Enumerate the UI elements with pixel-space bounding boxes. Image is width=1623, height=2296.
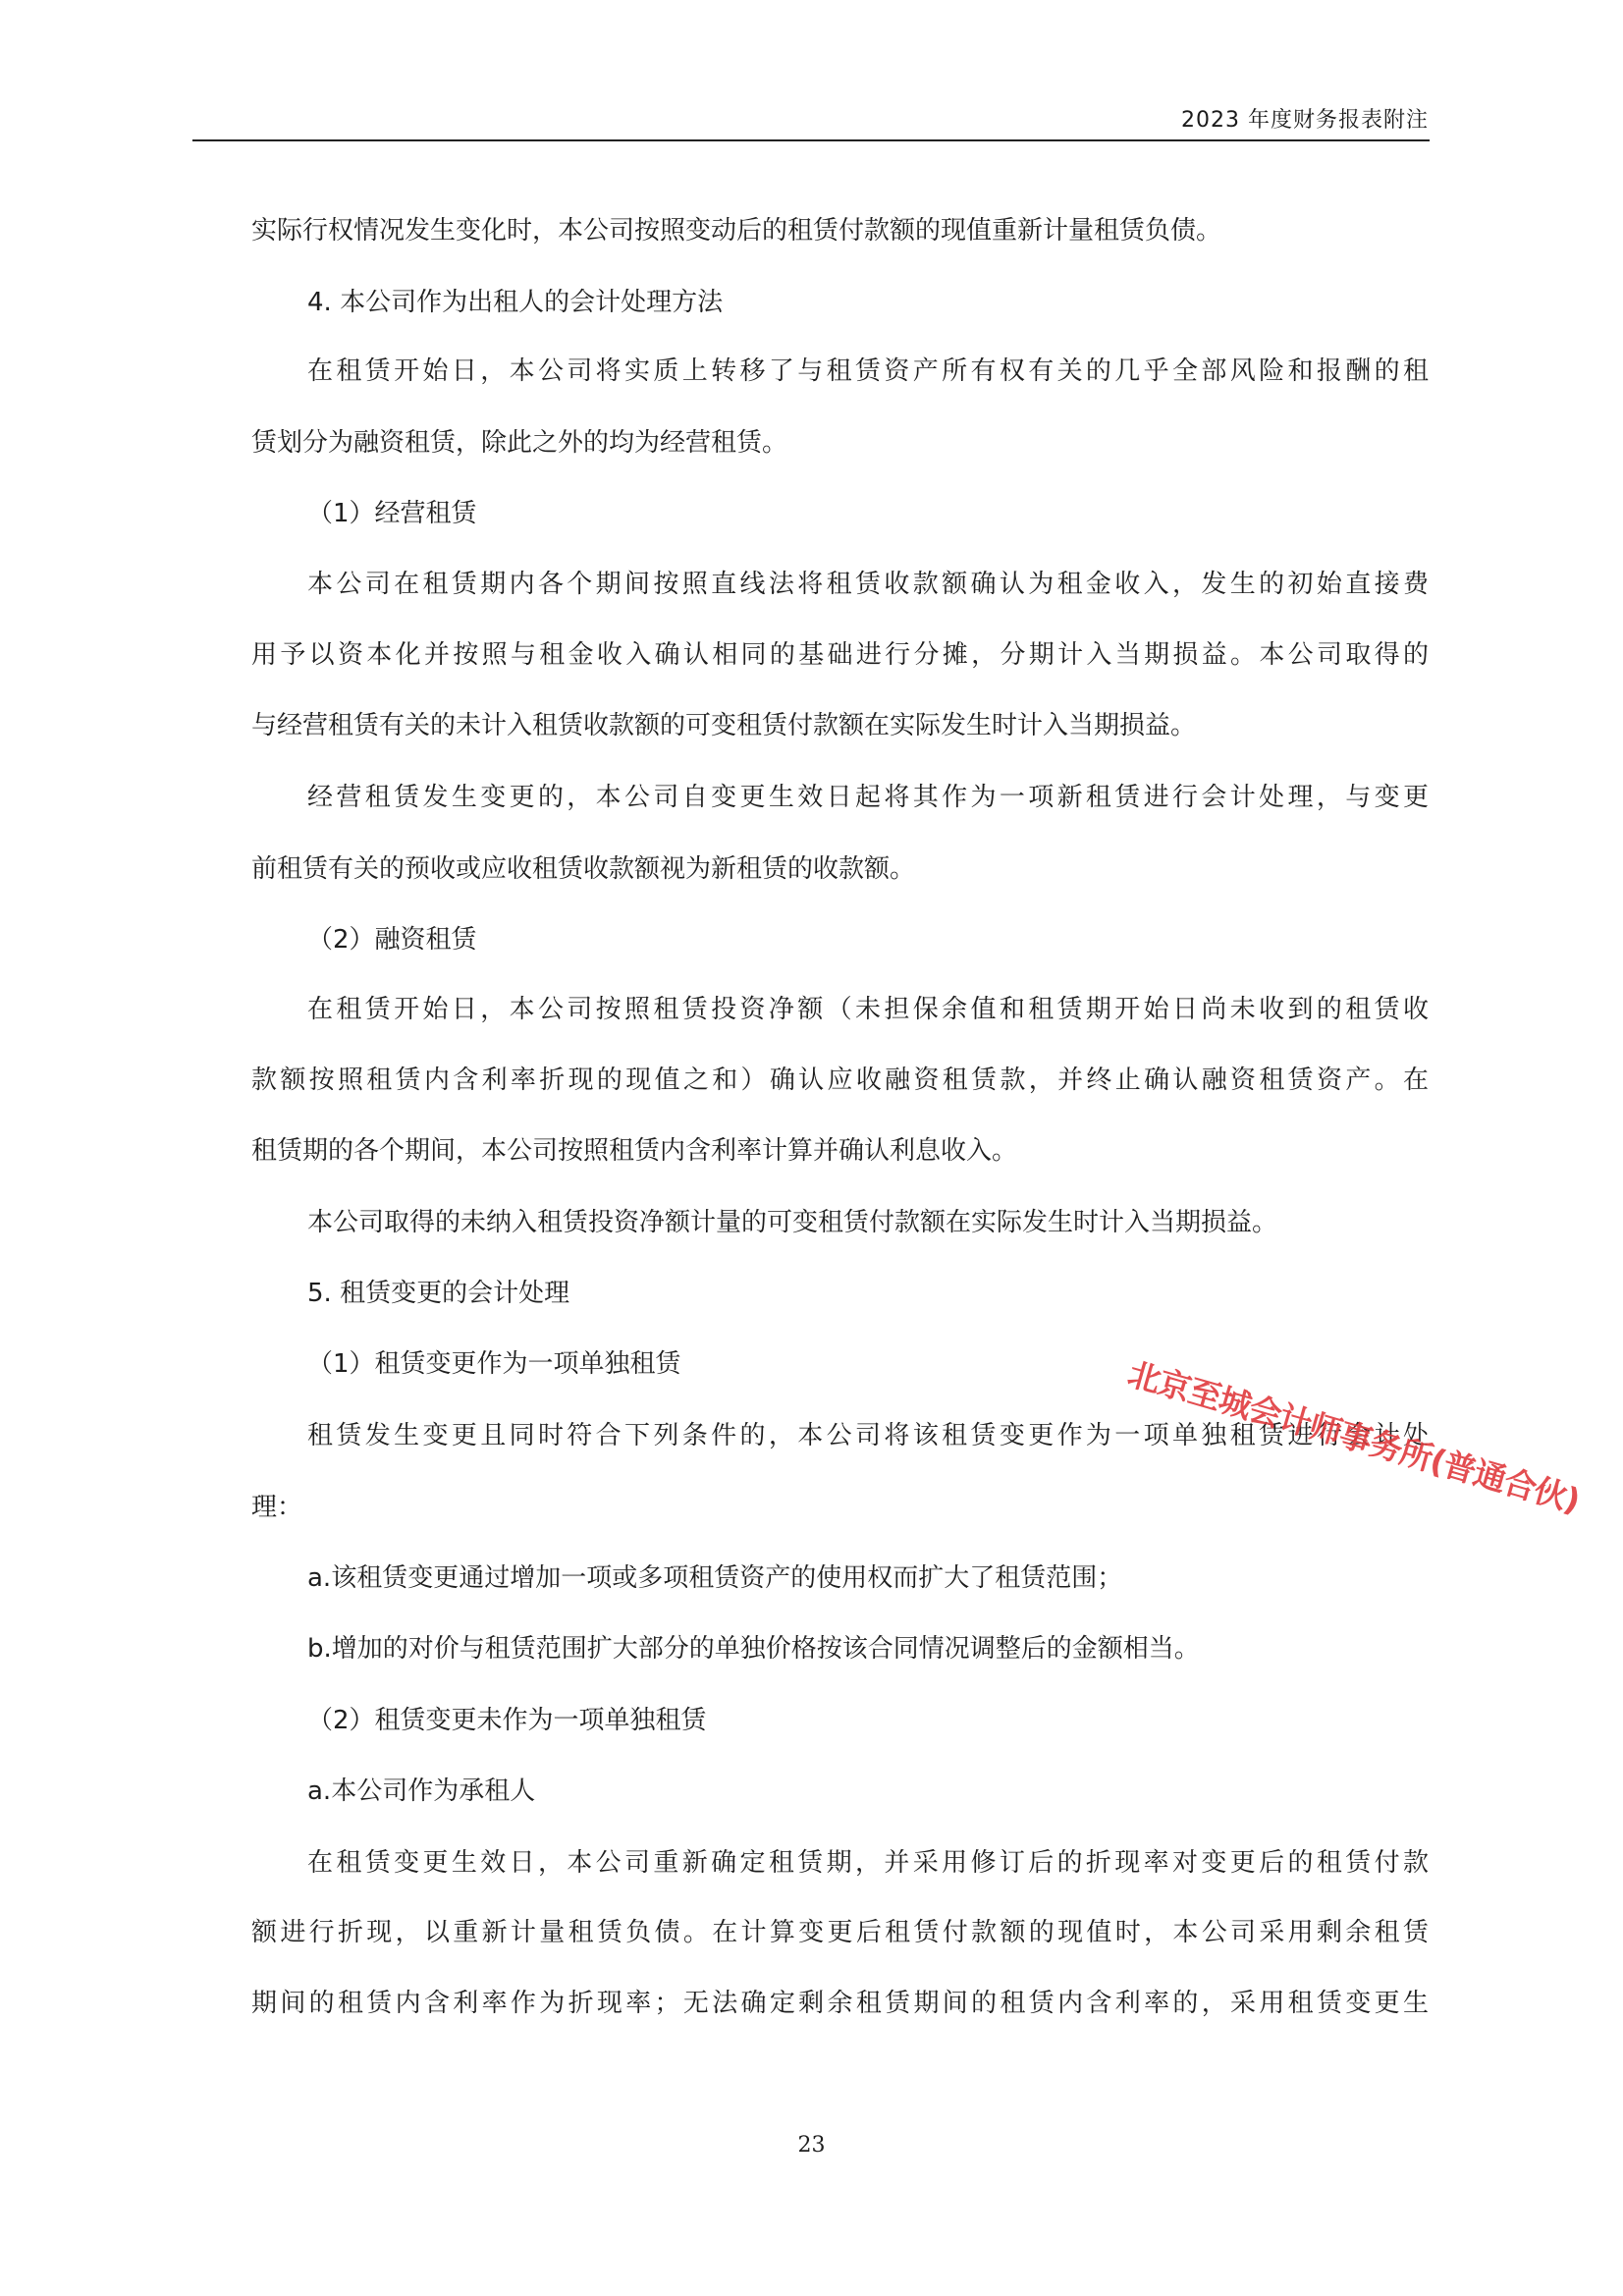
text-line: 款额按照租赁内含利率折现的现值之和）确认应收融资租赁款，并终止确认融资租赁资产。在 — [251, 1066, 1429, 1095]
text-line: 在租赁开始日，本公司将实质上转移了与租赁资产所有权有关的几乎全部风险和报酬的租 — [307, 356, 1429, 386]
text-line: 赁划分为融资租赁，除此之外的均为经营租赁。 — [251, 428, 788, 458]
text-line: 经营租赁发生变更的，本公司自变更生效日起将其作为一项新租赁进行会计处理，与变更 — [307, 783, 1429, 812]
text-line: 用予以资本化并按照与租金收入确认相同的基础进行分摊，分期计入当期损益。本公司取得的 — [251, 640, 1429, 670]
firm-seal-stamp: 北京至城会计师事务所(普通合伙) — [1123, 1354, 1585, 1520]
header-divider — [192, 139, 1430, 141]
text-line: 与经营租赁有关的未计入租赁收款额的可变租赁付款额在实际发生时计入当期损益。 — [251, 711, 1197, 740]
list-item: b.增加的对价与租赁范围扩大部分的单独价格按该合同情况调整后的金额相当。 — [307, 1634, 1200, 1664]
section-heading: 5. 租赁变更的会计处理 — [307, 1279, 570, 1308]
text-line: 本公司取得的未纳入租赁投资净额计量的可变租赁付款额在实际发生时计入当期损益。 — [307, 1208, 1278, 1237]
text-line: 实际行权情况发生变化时，本公司按照变动后的租赁付款额的现值重新计量租赁负债。 — [251, 216, 1222, 246]
text-line: 租赁期的各个期间，本公司按照租赁内含利率计算并确认利息收入。 — [251, 1136, 1018, 1166]
text-line: 期间的租赁内含利率作为折现率；无法确定剩余租赁期间的租赁内含利率的，采用租赁变更生 — [251, 1989, 1429, 2018]
subsection-heading: （1）租赁变更作为一项单独租赁 — [307, 1349, 681, 1379]
text-line: 本公司在租赁期内各个期间按照直线法将租赁收款额确认为租金收入，发生的初始直接费 — [307, 570, 1429, 599]
text-line: 在租赁变更生效日，本公司重新确定租赁期，并采用修订后的折现率对变更后的租赁付款 — [307, 1848, 1429, 1878]
text-line: 租赁发生变更且同时符合下列条件的，本公司将该租赁变更作为一项单独租赁进行会计处 — [307, 1421, 1429, 1450]
list-item: a.本公司作为承租人 — [307, 1777, 536, 1806]
subsection-heading: （2）租赁变更未作为一项单独租赁 — [307, 1706, 707, 1735]
section-heading: 4. 本公司作为出租人的会计处理方法 — [307, 288, 724, 317]
list-item: a.该租赁变更通过增加一项或多项租赁资产的使用权而扩大了租赁范围； — [307, 1563, 1123, 1593]
text-line: 理： — [251, 1493, 303, 1522]
subsection-heading: （1）经营租赁 — [307, 499, 477, 528]
header-title: 2023 年度财务报表附注 — [1181, 108, 1429, 133]
page-number: 23 — [797, 2133, 826, 2158]
text-line: 额进行折现，以重新计量租赁负债。在计算变更后租赁付款额的现值时，本公司采用剩余租赁 — [251, 1918, 1429, 1947]
text-line: 在租赁开始日，本公司按照租赁投资净额（未担保余值和租赁期开始日尚未收到的租赁收 — [307, 995, 1429, 1024]
subsection-heading: （2）融资租赁 — [307, 925, 477, 955]
text-line: 前租赁有关的预收或应收租赁收款额视为新租赁的收款额。 — [251, 854, 916, 884]
